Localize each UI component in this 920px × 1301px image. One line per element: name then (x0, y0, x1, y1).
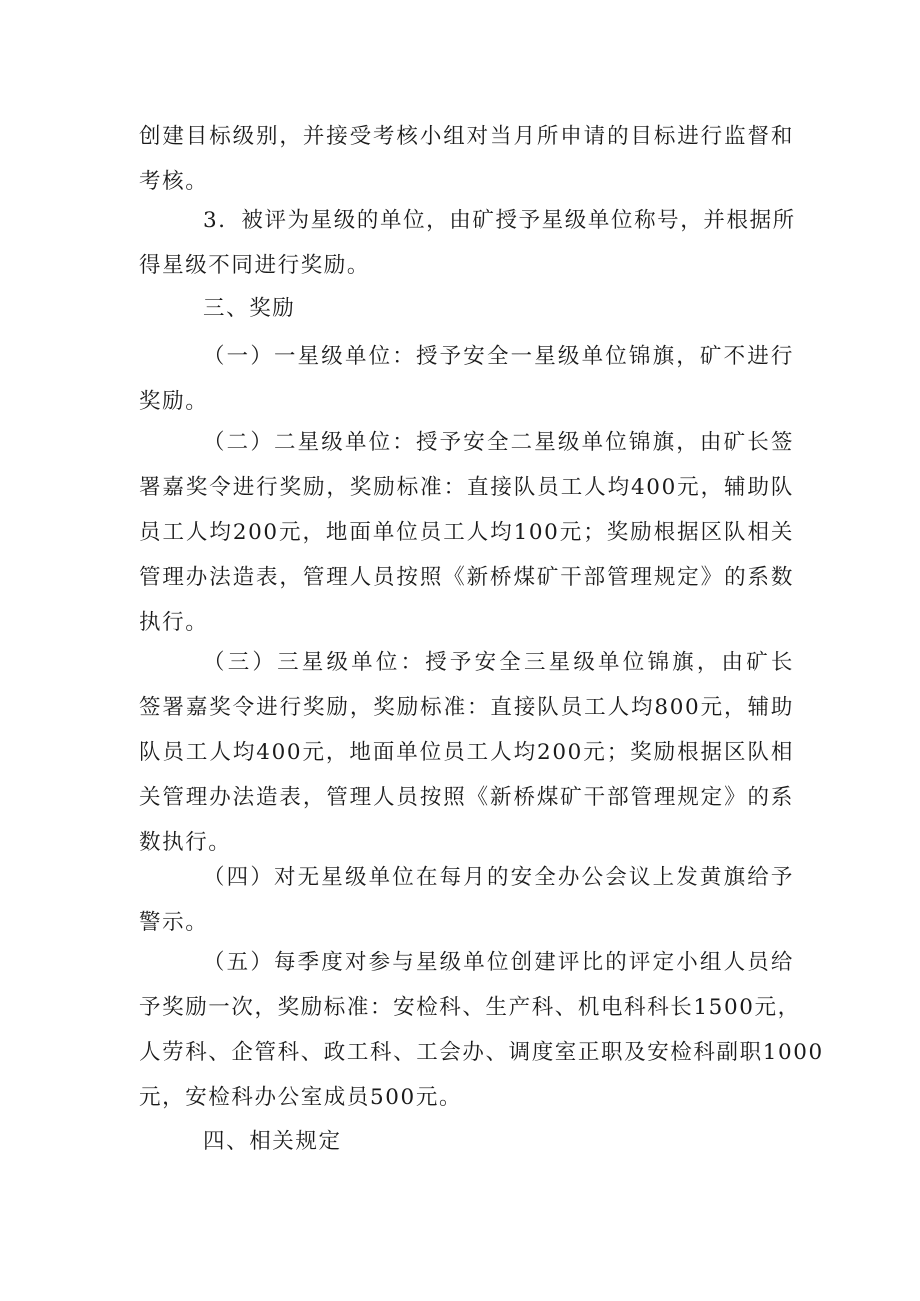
paragraph-one-star (139, 334, 794, 424)
paragraph-two-star (139, 420, 794, 645)
text-line: 创建目标级别，并接受考核小组对当月所申请的目标进行监督和 (139, 124, 794, 149)
paragraph-three-star (139, 640, 794, 865)
text-line: 管理办法造表，管理人员按照《新桥煤矿干部管理规定》的系数 (139, 565, 794, 590)
section-heading-rewards (139, 286, 794, 331)
text-line: 员工人均200元，地面单位员工人均100元；奖励根据区队相关 (139, 520, 794, 545)
paragraph-target-level (139, 114, 794, 204)
paragraph-no-star (139, 855, 794, 945)
text-line: 人劳科、企管科、政工科、工会办、调度室正职及安检科副职1000 (139, 1040, 824, 1065)
text-line: 元，安检科办公室成员500元。 (139, 1085, 463, 1110)
text-line: 警示。 (139, 910, 209, 935)
paragraph-quarterly-reward (139, 940, 824, 1120)
text-line: 关管理办法造表，管理人员按照《新桥煤矿干部管理规定》的系 (139, 785, 794, 810)
paragraph-item-3 (139, 198, 794, 288)
text-line: 执行。 (139, 610, 209, 635)
text-line: 队员工人均400元，地面单位员工人均200元；奖励根据区队相 (139, 740, 794, 765)
text-line: （二）二星级单位：授予安全二星级单位锦旗，由矿长签 (203, 430, 794, 455)
text-line: （三）三星级单位：授予安全三星级单位锦旗，由矿长 (203, 650, 794, 675)
text-line: 予奖励一次，奖励标准：安检科、生产科、机电科科长1500元， (139, 995, 801, 1020)
text-line: 奖励。 (139, 389, 209, 414)
text-line: （一）一星级单位：授予安全一星级单位锦旗，矿不进行 (203, 344, 794, 369)
text-line: 数执行。 (139, 830, 232, 855)
text-line: 3．被评为星级的单位，由矿授予星级单位称号，并根据所 (203, 208, 796, 233)
section-heading-regulations (139, 1119, 794, 1164)
text-line: （四）对无星级单位在每月的安全办公会议上发黄旗给予 (203, 865, 794, 890)
text-line: 得星级不同进行奖励。 (139, 253, 371, 278)
text-line: 签署嘉奖令进行奖励，奖励标准：直接队员工人均800元，辅助 (139, 695, 794, 720)
heading-text: 四、相关规定 (203, 1129, 342, 1154)
heading-text: 三、奖励 (203, 296, 296, 321)
text-line: 署嘉奖令进行奖励，奖励标准：直接队员工人均400元，辅助队 (139, 475, 794, 500)
text-line: 考核。 (139, 169, 209, 194)
text-line: （五）每季度对参与星级单位创建评比的评定小组人员给 (203, 950, 794, 975)
